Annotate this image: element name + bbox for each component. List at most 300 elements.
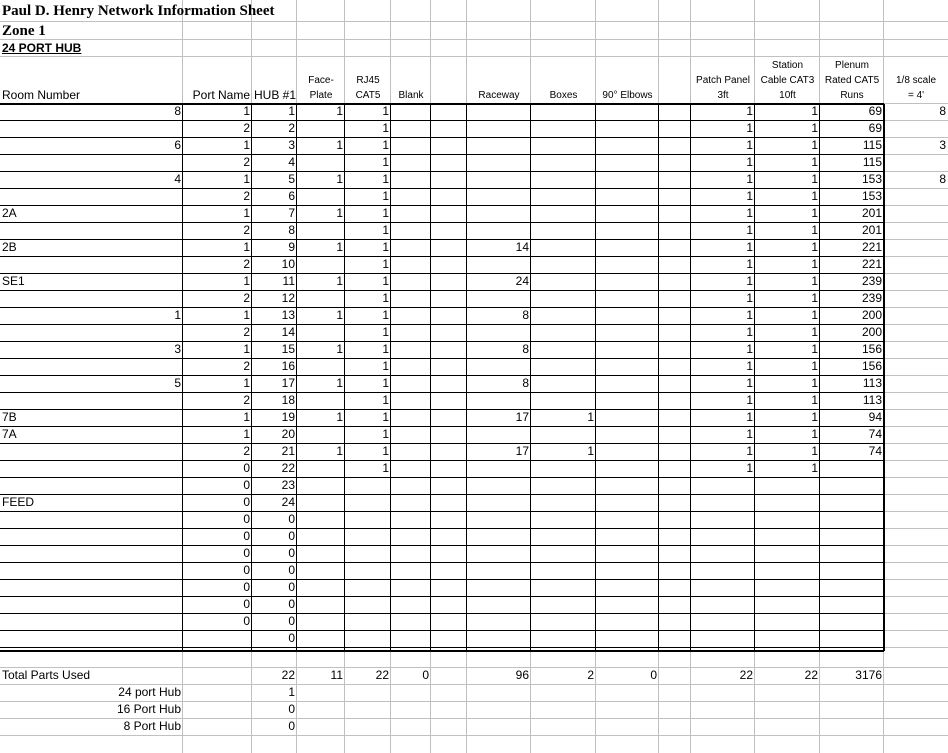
patch-cell[interactable]: 1 <box>746 274 753 288</box>
plenum-cell[interactable]: 201 <box>861 206 882 220</box>
port-name-cell[interactable]: 1 <box>243 274 250 288</box>
raceway-cell[interactable] <box>467 546 531 563</box>
raceway-cell[interactable]: 17 <box>515 410 529 424</box>
patch-cell[interactable]: 1 <box>746 189 753 203</box>
plenum-cell[interactable]: 200 <box>861 325 882 339</box>
room-number-cell[interactable] <box>0 393 183 410</box>
plenum-cell[interactable] <box>820 478 884 495</box>
scale-cell[interactable] <box>884 257 948 274</box>
blank-cell[interactable] <box>391 444 431 461</box>
hub-port-cell[interactable]: 0 <box>288 580 295 594</box>
plenum-cell[interactable] <box>820 461 884 478</box>
hub-count-value[interactable]: 1 <box>288 685 295 699</box>
face-cell[interactable]: 1 <box>336 206 343 220</box>
boxes-cell[interactable] <box>531 104 596 121</box>
hub-port-cell[interactable]: 6 <box>288 189 295 203</box>
station-cell[interactable]: 1 <box>811 444 818 458</box>
hub-port-cell[interactable]: 3 <box>288 138 295 152</box>
elbows-cell[interactable] <box>596 342 659 359</box>
port-name-cell[interactable]: 0 <box>243 580 250 594</box>
header-rj45[interactable]: CAT5 <box>355 90 381 101</box>
hub-port-cell[interactable]: 0 <box>288 614 295 628</box>
elbows-cell[interactable] <box>596 614 659 631</box>
room-number-cell[interactable]: 5 <box>174 376 181 390</box>
station-cell[interactable]: 1 <box>811 342 818 356</box>
patch-cell[interactable] <box>691 597 755 614</box>
patch-cell[interactable] <box>691 512 755 529</box>
patch-cell[interactable] <box>691 614 755 631</box>
raceway-cell[interactable] <box>467 189 531 206</box>
rj45-cell[interactable]: 1 <box>382 291 389 305</box>
station-cell[interactable] <box>755 614 820 631</box>
blank-cell[interactable] <box>391 325 431 342</box>
rj45-cell[interactable]: 1 <box>382 121 389 135</box>
patch-cell[interactable]: 1 <box>746 342 753 356</box>
station-cell[interactable] <box>755 580 820 597</box>
face-cell[interactable] <box>297 189 345 206</box>
rj45-cell[interactable]: 1 <box>382 240 389 254</box>
total-blank[interactable]: 0 <box>422 668 429 682</box>
boxes-cell[interactable] <box>531 189 596 206</box>
plenum-cell[interactable] <box>820 563 884 580</box>
plenum-cell[interactable]: 94 <box>868 410 882 424</box>
station-cell[interactable]: 1 <box>811 257 818 271</box>
scale-cell[interactable]: 8 <box>939 172 946 186</box>
face-cell[interactable] <box>297 155 345 172</box>
blank-cell[interactable] <box>391 393 431 410</box>
total-face[interactable]: 11 <box>330 668 343 682</box>
rj45-cell[interactable] <box>345 478 391 495</box>
room-number-cell[interactable] <box>0 597 183 614</box>
port-name-cell[interactable]: 0 <box>243 563 250 577</box>
station-cell[interactable]: 1 <box>811 427 818 441</box>
plenum-cell[interactable]: 69 <box>868 121 882 135</box>
blank-cell[interactable] <box>391 461 431 478</box>
face-cell[interactable] <box>297 529 345 546</box>
face-cell[interactable]: 1 <box>336 104 343 118</box>
port-name-cell[interactable]: 1 <box>243 427 250 441</box>
face-cell[interactable] <box>297 495 345 512</box>
header-plenum-runs[interactable]: Plenum <box>835 60 869 71</box>
blank-cell[interactable] <box>391 427 431 444</box>
plenum-cell[interactable]: 221 <box>861 257 882 271</box>
boxes-cell[interactable] <box>531 308 596 325</box>
boxes-cell[interactable] <box>531 274 596 291</box>
port-name-cell[interactable]: 1 <box>243 308 250 322</box>
total-patch[interactable]: 22 <box>739 668 753 682</box>
elbows-cell[interactable] <box>596 512 659 529</box>
station-cell[interactable] <box>755 546 820 563</box>
header-boxes[interactable]: Boxes <box>549 90 578 101</box>
station-cell[interactable]: 1 <box>811 223 818 237</box>
elbows-cell[interactable] <box>596 563 659 580</box>
plenum-cell[interactable] <box>820 614 884 631</box>
plenum-cell[interactable] <box>820 529 884 546</box>
patch-cell[interactable]: 1 <box>746 359 753 373</box>
scale-cell[interactable] <box>884 308 948 325</box>
total-boxes[interactable]: 2 <box>587 668 594 682</box>
room-number-cell[interactable]: 4 <box>174 172 181 186</box>
blank-cell[interactable] <box>391 512 431 529</box>
header-scale[interactable]: 1/8 scale <box>895 75 937 86</box>
face-cell[interactable] <box>297 478 345 495</box>
port-name-cell[interactable]: 0 <box>243 597 250 611</box>
room-number-cell[interactable]: 8 <box>174 104 181 118</box>
header-blank[interactable]: Blank <box>398 90 424 101</box>
room-number-cell[interactable]: SE1 <box>2 274 25 288</box>
rj45-cell[interactable]: 1 <box>382 393 389 407</box>
scale-cell[interactable] <box>884 410 948 427</box>
face-cell[interactable] <box>297 597 345 614</box>
rj45-cell[interactable]: 1 <box>382 444 389 458</box>
face-cell[interactable]: 1 <box>336 240 343 254</box>
raceway-cell[interactable] <box>467 563 531 580</box>
scale-cell[interactable] <box>884 274 948 291</box>
raceway-cell[interactable] <box>467 597 531 614</box>
room-number-cell[interactable]: 3 <box>174 342 181 356</box>
station-cell[interactable]: 1 <box>811 172 818 186</box>
room-number-cell[interactable] <box>0 291 183 308</box>
scale-cell[interactable] <box>884 155 948 172</box>
total-rj45[interactable]: 22 <box>375 668 389 682</box>
raceway-cell[interactable]: 14 <box>515 240 529 254</box>
scale-cell[interactable] <box>884 342 948 359</box>
patch-cell[interactable]: 1 <box>746 376 753 390</box>
boxes-cell[interactable] <box>531 325 596 342</box>
room-number-cell[interactable] <box>0 478 183 495</box>
scale-cell[interactable] <box>884 546 948 563</box>
port-name-cell[interactable]: 0 <box>243 512 250 526</box>
elbows-cell[interactable] <box>596 597 659 614</box>
header-rj45[interactable]: RJ45 <box>356 75 380 86</box>
patch-cell[interactable]: 1 <box>746 206 753 220</box>
rj45-cell[interactable]: 1 <box>382 104 389 118</box>
plenum-cell[interactable] <box>820 546 884 563</box>
blank-cell[interactable] <box>391 291 431 308</box>
rj45-cell[interactable]: 1 <box>382 410 389 424</box>
face-cell[interactable]: 1 <box>336 172 343 186</box>
rj45-cell[interactable]: 1 <box>382 189 389 203</box>
face-cell[interactable] <box>297 563 345 580</box>
port-name-cell[interactable]: 2 <box>243 325 250 339</box>
port-name-cell[interactable]: 0 <box>243 461 250 475</box>
raceway-cell[interactable] <box>467 580 531 597</box>
patch-cell[interactable]: 1 <box>746 104 753 118</box>
plenum-cell[interactable] <box>820 580 884 597</box>
hub-port-cell[interactable]: 4 <box>288 155 295 169</box>
hub-port-cell[interactable]: 15 <box>281 342 295 356</box>
patch-cell[interactable]: 1 <box>746 223 753 237</box>
elbows-cell[interactable] <box>596 223 659 240</box>
hub-port-cell[interactable]: 12 <box>281 291 295 305</box>
plenum-cell[interactable]: 153 <box>861 189 882 203</box>
elbows-cell[interactable] <box>596 444 659 461</box>
scale-cell[interactable]: 3 <box>939 138 946 152</box>
rj45-cell[interactable] <box>345 580 391 597</box>
blank-cell[interactable] <box>391 342 431 359</box>
port-name-cell[interactable]: 1 <box>243 342 250 356</box>
blank-cell[interactable] <box>391 359 431 376</box>
hub-count-label[interactable]: 24 port Hub <box>118 685 181 699</box>
total-raceway[interactable]: 96 <box>515 668 529 682</box>
sheet-title[interactable]: Paul D. Henry Network Information Sheet <box>2 3 275 19</box>
station-cell[interactable] <box>755 529 820 546</box>
rj45-cell[interactable]: 1 <box>382 376 389 390</box>
header-port-name[interactable]: Port Name <box>192 88 250 102</box>
boxes-cell[interactable] <box>531 359 596 376</box>
blank-cell[interactable] <box>391 155 431 172</box>
patch-cell[interactable]: 1 <box>746 393 753 407</box>
rj45-cell[interactable]: 1 <box>382 172 389 186</box>
boxes-cell[interactable] <box>531 291 596 308</box>
station-cell[interactable]: 1 <box>811 138 818 152</box>
plenum-cell[interactable]: 239 <box>861 291 882 305</box>
hub-port-cell[interactable]: 11 <box>282 274 295 288</box>
boxes-cell[interactable] <box>531 631 596 648</box>
boxes-cell[interactable] <box>531 257 596 274</box>
elbows-cell[interactable] <box>596 257 659 274</box>
raceway-cell[interactable]: 24 <box>515 274 529 288</box>
patch-cell[interactable]: 1 <box>746 427 753 441</box>
raceway-cell[interactable] <box>467 172 531 189</box>
boxes-cell[interactable] <box>531 206 596 223</box>
elbows-cell[interactable] <box>596 325 659 342</box>
plenum-cell[interactable]: 115 <box>862 138 882 152</box>
patch-cell[interactable] <box>691 478 755 495</box>
port-name-cell[interactable]: 1 <box>243 104 250 118</box>
raceway-cell[interactable]: 17 <box>515 444 529 458</box>
station-cell[interactable] <box>755 597 820 614</box>
blank-cell[interactable] <box>391 274 431 291</box>
patch-cell[interactable] <box>691 529 755 546</box>
patch-cell[interactable]: 1 <box>746 461 753 475</box>
blank-cell[interactable] <box>391 257 431 274</box>
room-number-cell[interactable]: 7A <box>2 427 17 441</box>
boxes-cell[interactable] <box>531 240 596 257</box>
blank-cell[interactable] <box>391 138 431 155</box>
scale-cell[interactable] <box>884 189 948 206</box>
room-number-cell[interactable] <box>0 614 183 631</box>
rj45-cell[interactable] <box>345 563 391 580</box>
station-cell[interactable]: 1 <box>811 189 818 203</box>
port-name-cell[interactable]: 0 <box>243 495 250 509</box>
hub-port-cell[interactable]: 22 <box>281 461 295 475</box>
raceway-cell[interactable] <box>467 257 531 274</box>
patch-cell[interactable] <box>691 631 755 648</box>
elbows-cell[interactable] <box>596 172 659 189</box>
port-name-cell[interactable]: 1 <box>243 410 250 424</box>
hub-count-value[interactable]: 0 <box>288 702 295 716</box>
boxes-cell[interactable] <box>531 376 596 393</box>
patch-cell[interactable] <box>691 495 755 512</box>
scale-cell[interactable] <box>884 614 948 631</box>
totals-label[interactable]: Total Parts Used <box>2 668 91 682</box>
plenum-cell[interactable]: 74 <box>868 444 882 458</box>
blank-cell[interactable] <box>391 597 431 614</box>
raceway-cell[interactable] <box>467 155 531 172</box>
blank-cell[interactable] <box>391 529 431 546</box>
scale-cell[interactable] <box>884 631 948 648</box>
raceway-cell[interactable] <box>467 478 531 495</box>
face-cell[interactable] <box>297 393 345 410</box>
plenum-cell[interactable]: 113 <box>862 393 882 407</box>
scale-cell[interactable] <box>884 325 948 342</box>
elbows-cell[interactable] <box>596 240 659 257</box>
port-name-cell[interactable]: 2 <box>243 189 250 203</box>
port-name-cell[interactable] <box>183 631 252 648</box>
port-name-cell[interactable]: 1 <box>243 172 250 186</box>
blank-cell[interactable] <box>391 631 431 648</box>
hub-port-cell[interactable]: 0 <box>288 563 295 577</box>
blank-cell[interactable] <box>391 546 431 563</box>
hub-port-cell[interactable]: 1 <box>288 104 295 118</box>
room-number-cell[interactable] <box>0 189 183 206</box>
raceway-cell[interactable] <box>467 325 531 342</box>
rj45-cell[interactable] <box>345 512 391 529</box>
station-cell[interactable]: 1 <box>811 308 818 322</box>
elbows-cell[interactable] <box>596 376 659 393</box>
room-number-cell[interactable] <box>0 257 183 274</box>
raceway-cell[interactable]: 8 <box>522 376 529 390</box>
hub-port-cell[interactable]: 13 <box>281 308 295 322</box>
boxes-cell[interactable] <box>531 121 596 138</box>
boxes-cell[interactable] <box>531 138 596 155</box>
port-name-cell[interactable]: 1 <box>243 240 250 254</box>
plenum-cell[interactable]: 201 <box>861 223 882 237</box>
room-number-cell[interactable]: FEED <box>2 495 35 509</box>
raceway-cell[interactable] <box>467 393 531 410</box>
header-station-cable[interactable]: Station <box>771 60 804 71</box>
room-number-cell[interactable] <box>0 121 183 138</box>
station-cell[interactable]: 1 <box>811 461 818 475</box>
scale-cell[interactable] <box>884 206 948 223</box>
header-faceplate[interactable]: Face- <box>308 75 334 86</box>
station-cell[interactable]: 1 <box>811 155 818 169</box>
boxes-cell[interactable] <box>531 529 596 546</box>
elbows-cell[interactable] <box>596 104 659 121</box>
face-cell[interactable] <box>297 546 345 563</box>
elbows-cell[interactable] <box>596 461 659 478</box>
blank-cell[interactable] <box>391 308 431 325</box>
header-patch-panel[interactable]: 3ft <box>717 90 729 101</box>
plenum-cell[interactable]: 153 <box>861 172 882 186</box>
blank-cell[interactable] <box>391 121 431 138</box>
port-name-cell[interactable]: 1 <box>243 206 250 220</box>
hub-port-cell[interactable]: 7 <box>288 206 295 220</box>
face-cell[interactable] <box>297 223 345 240</box>
total-elbows[interactable]: 0 <box>650 668 657 682</box>
total-station[interactable]: 22 <box>804 668 818 682</box>
raceway-cell[interactable] <box>467 461 531 478</box>
port-name-cell[interactable]: 1 <box>243 138 250 152</box>
hub-port-cell[interactable]: 21 <box>281 444 295 458</box>
raceway-cell[interactable] <box>467 206 531 223</box>
plenum-cell[interactable]: 239 <box>861 274 882 288</box>
blank-cell[interactable] <box>391 563 431 580</box>
scale-cell[interactable] <box>884 376 948 393</box>
total-hub[interactable]: 22 <box>281 668 295 682</box>
port-name-cell[interactable]: 2 <box>243 121 250 135</box>
rj45-cell[interactable]: 1 <box>382 155 389 169</box>
boxes-cell[interactable] <box>531 597 596 614</box>
scale-cell[interactable] <box>884 512 948 529</box>
station-cell[interactable] <box>755 631 820 648</box>
port-name-cell[interactable]: 1 <box>243 376 250 390</box>
face-cell[interactable] <box>297 325 345 342</box>
scale-cell[interactable] <box>884 359 948 376</box>
raceway-cell[interactable] <box>467 121 531 138</box>
blank-cell[interactable] <box>391 206 431 223</box>
plenum-cell[interactable] <box>820 597 884 614</box>
rj45-cell[interactable] <box>345 597 391 614</box>
raceway-cell[interactable] <box>467 138 531 155</box>
patch-cell[interactable]: 1 <box>746 444 753 458</box>
scale-cell[interactable] <box>884 223 948 240</box>
raceway-cell[interactable] <box>467 512 531 529</box>
hub-port-cell[interactable]: 0 <box>288 546 295 560</box>
patch-cell[interactable]: 1 <box>746 155 753 169</box>
face-cell[interactable] <box>297 257 345 274</box>
face-cell[interactable] <box>297 427 345 444</box>
boxes-cell[interactable] <box>531 546 596 563</box>
raceway-cell[interactable] <box>467 495 531 512</box>
plenum-cell[interactable]: 113 <box>862 376 882 390</box>
face-cell[interactable]: 1 <box>336 308 343 322</box>
hub-port-cell[interactable]: 16 <box>281 359 295 373</box>
room-number-cell[interactable] <box>0 461 183 478</box>
patch-cell[interactable]: 1 <box>746 257 753 271</box>
blank-cell[interactable] <box>391 478 431 495</box>
elbows-cell[interactable] <box>596 495 659 512</box>
rj45-cell[interactable] <box>345 546 391 563</box>
room-number-cell[interactable] <box>0 563 183 580</box>
plenum-cell[interactable]: 69 <box>868 104 882 118</box>
boxes-cell[interactable] <box>531 427 596 444</box>
elbows-cell[interactable] <box>596 189 659 206</box>
hub-port-cell[interactable]: 9 <box>288 240 295 254</box>
port-name-cell[interactable]: 2 <box>243 393 250 407</box>
hub-port-cell[interactable]: 0 <box>288 597 295 611</box>
raceway-cell[interactable]: 8 <box>522 342 529 356</box>
rj45-cell[interactable]: 1 <box>382 325 389 339</box>
station-cell[interactable]: 1 <box>811 206 818 220</box>
port-name-cell[interactable]: 0 <box>243 529 250 543</box>
hub-port-cell[interactable]: 2 <box>288 121 295 135</box>
header-raceway[interactable]: Raceway <box>478 90 520 101</box>
blank-cell[interactable] <box>391 104 431 121</box>
blank-cell[interactable] <box>391 172 431 189</box>
raceway-cell[interactable]: 8 <box>522 308 529 322</box>
zone-label[interactable]: Zone 1 <box>2 23 46 39</box>
station-cell[interactable]: 1 <box>811 274 818 288</box>
scale-cell[interactable] <box>884 427 948 444</box>
header-plenum-runs[interactable]: Runs <box>840 90 864 101</box>
patch-cell[interactable]: 1 <box>746 410 753 424</box>
raceway-cell[interactable] <box>467 104 531 121</box>
room-number-cell[interactable] <box>0 325 183 342</box>
plenum-cell[interactable]: 74 <box>868 427 882 441</box>
header-station-cable[interactable]: 10ft <box>779 90 796 101</box>
room-number-cell[interactable] <box>0 444 183 461</box>
rj45-cell[interactable]: 1 <box>382 223 389 237</box>
blank-cell[interactable] <box>391 614 431 631</box>
patch-cell[interactable] <box>691 563 755 580</box>
rj45-cell[interactable]: 1 <box>382 257 389 271</box>
room-number-cell[interactable] <box>0 512 183 529</box>
elbows-cell[interactable] <box>596 393 659 410</box>
rj45-cell[interactable]: 1 <box>382 427 389 441</box>
scale-cell[interactable] <box>884 121 948 138</box>
